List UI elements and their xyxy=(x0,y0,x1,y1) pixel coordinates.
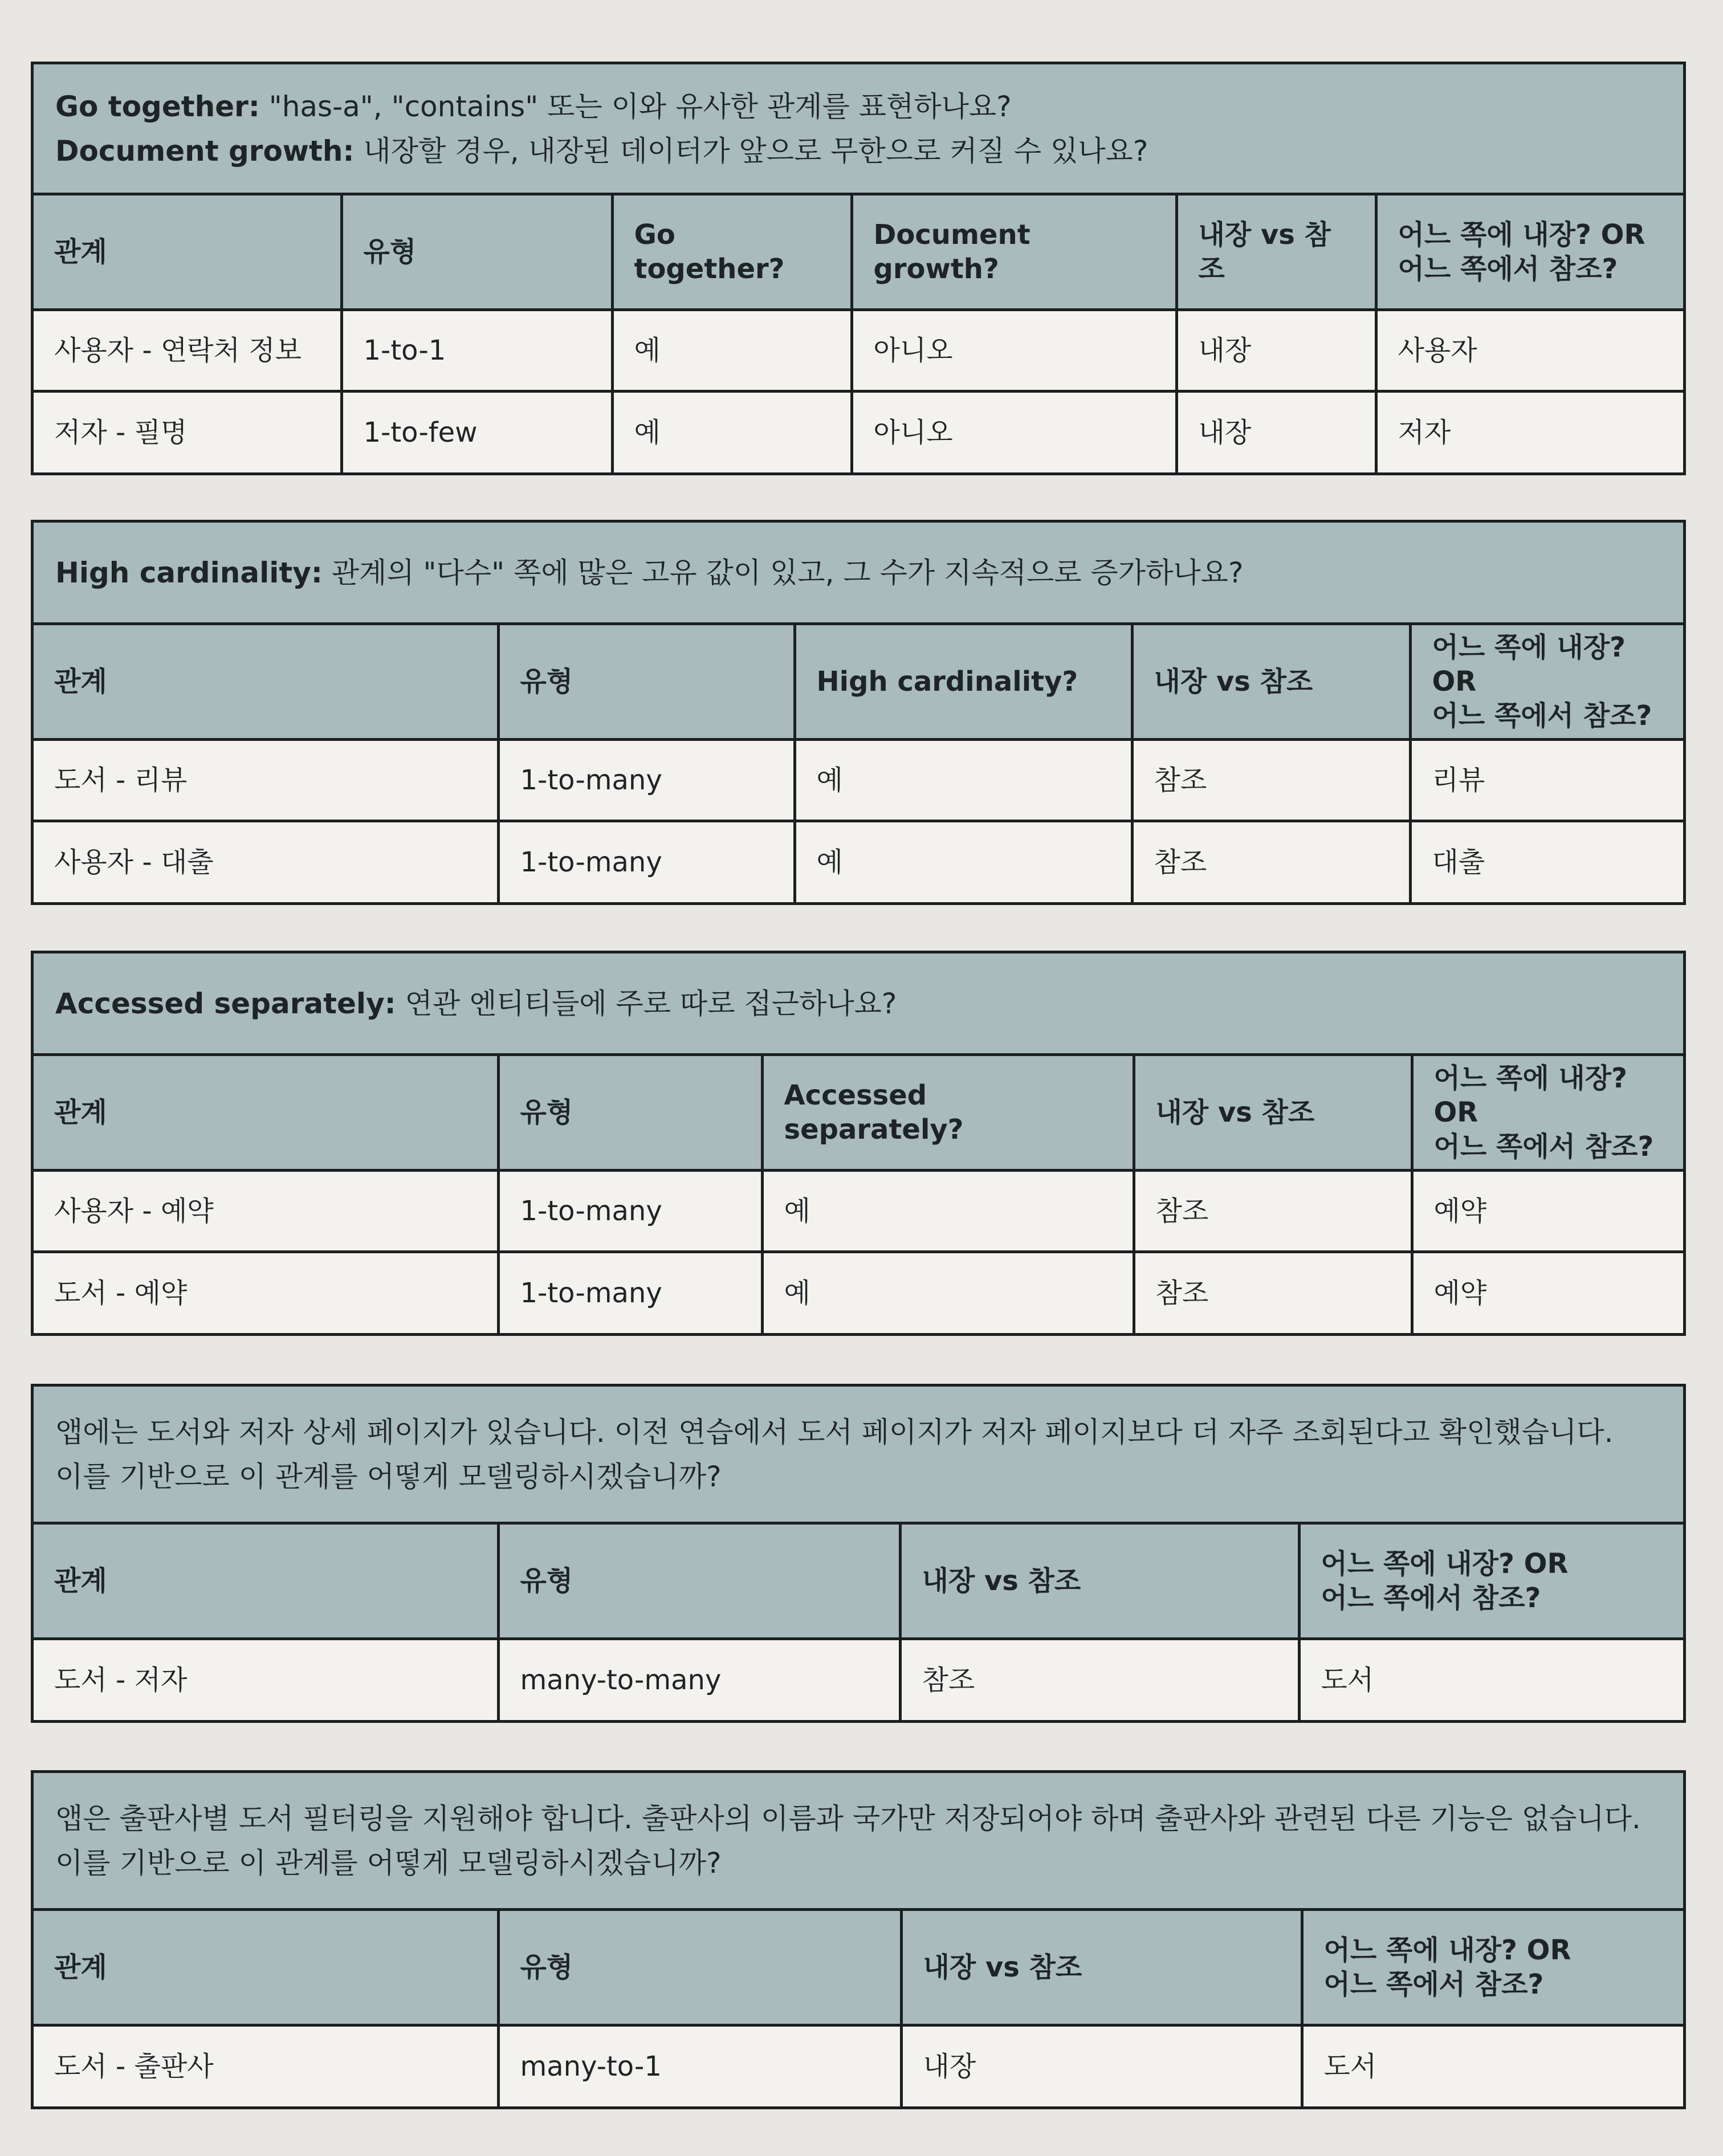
col-accessed-separately: Accessed separately? xyxy=(762,1056,1134,1170)
header-row xyxy=(34,195,1683,309)
cell-embed-vs-ref: 참조 xyxy=(1132,821,1410,902)
block-header xyxy=(34,953,1683,1056)
block-header xyxy=(34,523,1683,625)
col-relation: 관계 xyxy=(34,625,498,739)
cell-embed-vs-ref: 참조 xyxy=(1132,739,1410,821)
block-header xyxy=(34,1773,1683,1911)
accessed-separately-table-block xyxy=(31,951,1686,1336)
cell-which-side: 예약 xyxy=(1412,1170,1683,1252)
cell-type: 1-to-few xyxy=(341,391,612,472)
table-row xyxy=(34,1252,1683,1333)
header-row xyxy=(34,1911,1683,2025)
high-cardinality-table-block xyxy=(31,520,1686,905)
cell-relation: 저자 - 필명 xyxy=(34,391,341,472)
col-type: 유형 xyxy=(498,1056,762,1170)
col-relation: 관계 xyxy=(34,1056,498,1170)
cell-type: 1-to-1 xyxy=(341,309,612,391)
relationship-table xyxy=(34,1525,1683,1720)
cell-which-side: 도서 xyxy=(1299,1639,1683,1720)
col-embed-vs-ref: 내장 vs 참조 xyxy=(1132,625,1410,739)
cell-embed-vs-ref: 내장 xyxy=(1176,309,1376,391)
cell-relation: 도서 - 출판사 xyxy=(34,2025,498,2106)
col-which-side: 어느 쪽에 내장? OR 어느 쪽에서 참조? xyxy=(1376,195,1683,309)
cell-relation: 도서 - 저자 xyxy=(34,1639,498,1720)
col-embed-vs-ref: 내장 vs 참조 xyxy=(901,1911,1302,2025)
cell-high-cardinality: 예 xyxy=(795,821,1132,902)
go-together-table-block xyxy=(31,62,1686,475)
header-line: Document growth: 내장할 경우, 내장된 데이터가 앞으로 무한으로 커질 수 있나요? xyxy=(55,134,1148,168)
header-line: 앱은 출판사별 도서 필터링을 지원해야 합니다. 출판사의 이름과 국가만 저장되어야 하며 출판사와 관련된 다른 기능은 없습니다. xyxy=(55,1802,1641,1835)
header-line: 이를 기반으로 이 관계를 어떻게 모델링하시겠습니까? xyxy=(55,1846,722,1880)
header-line: 앱에는 도서와 저자 상세 페이지가 있습니다. 이전 연습에서 도서 페이지가 저자 페이지보다 더 자주 조회된다고 확인했습니다. xyxy=(55,1415,1614,1449)
cell-relation: 사용자 - 예약 xyxy=(34,1170,498,1252)
col-which-side: 어느 쪽에 내장? OR 어느 쪽에서 참조? xyxy=(1302,1911,1683,2025)
cell-go-together: 예 xyxy=(612,391,852,472)
cell-relation: 도서 - 리뷰 xyxy=(34,739,498,821)
cell-embed-vs-ref: 내장 xyxy=(1176,391,1376,472)
cell-type: many-to-many xyxy=(498,1639,900,1720)
header-line: Accessed separately: 연관 엔티티들에 주로 따로 접근하나요? xyxy=(55,987,897,1020)
col-embed-vs-ref: 내장 vs 참조 xyxy=(900,1525,1299,1639)
block-header xyxy=(34,1387,1683,1525)
col-type: 유형 xyxy=(498,625,795,739)
relationship-table xyxy=(34,195,1683,472)
col-embed-vs-ref: 내장 vs 참조 xyxy=(1134,1056,1412,1170)
book-publisher-table-block xyxy=(31,1770,1686,2109)
block-header xyxy=(34,64,1683,195)
header-line: 이를 기반으로 이 관계를 어떻게 모델링하시겠습니까? xyxy=(55,1460,722,1493)
cell-which-side: 저자 xyxy=(1376,391,1683,472)
col-relation: 관계 xyxy=(34,1525,498,1639)
cell-accessed-separately: 예 xyxy=(762,1252,1134,1333)
col-relation: 관계 xyxy=(34,1911,498,2025)
col-type: 유형 xyxy=(341,195,612,309)
cell-embed-vs-ref: 참조 xyxy=(1134,1170,1412,1252)
cell-which-side: 리뷰 xyxy=(1410,739,1683,821)
header-line: Go together: "has-a", "contains" 또는 이와 유사한 관계를 표현하나요? xyxy=(55,89,1012,123)
table-row xyxy=(34,1170,1683,1252)
relationship-table xyxy=(34,1911,1683,2106)
table-row xyxy=(34,309,1683,391)
col-which-side: 어느 쪽에 내장? OR 어느 쪽에서 참조? xyxy=(1299,1525,1683,1639)
col-embed-vs-ref: 내장 vs 참조 xyxy=(1176,195,1376,309)
col-which-side: 어느 쪽에 내장? OR 어느 쪽에서 참조? xyxy=(1412,1056,1683,1170)
relationship-table xyxy=(34,1056,1683,1333)
cell-which-side: 대출 xyxy=(1410,821,1683,902)
cell-accessed-separately: 예 xyxy=(762,1170,1134,1252)
cell-type: 1-to-many xyxy=(498,1252,762,1333)
book-author-table-block xyxy=(31,1384,1686,1723)
header-row xyxy=(34,1525,1683,1639)
col-go-together: Go together? xyxy=(612,195,852,309)
cell-document-growth: 아니오 xyxy=(852,391,1176,472)
table-row xyxy=(34,2025,1683,2106)
cell-high-cardinality: 예 xyxy=(795,739,1132,821)
col-high-cardinality: High cardinality? xyxy=(795,625,1132,739)
col-type: 유형 xyxy=(498,1911,901,2025)
cell-embed-vs-ref: 내장 xyxy=(901,2025,1302,2106)
table-row xyxy=(34,391,1683,472)
table-row xyxy=(34,1639,1683,1720)
col-which-side: 어느 쪽에 내장? OR 어느 쪽에서 참조? xyxy=(1410,625,1683,739)
col-type: 유형 xyxy=(498,1525,900,1639)
col-document-growth: Document growth? xyxy=(852,195,1176,309)
table-row xyxy=(34,821,1683,902)
cell-type: 1-to-many xyxy=(498,1170,762,1252)
header-row xyxy=(34,625,1683,739)
cell-type: 1-to-many xyxy=(498,821,795,902)
cell-which-side: 사용자 xyxy=(1376,309,1683,391)
table-row xyxy=(34,739,1683,821)
cell-type: many-to-1 xyxy=(498,2025,901,2106)
col-relation: 관계 xyxy=(34,195,341,309)
header-line: High cardinality: 관계의 "다수" 쪽에 많은 고유 값이 있고, 그 수가 지속적으로 증가하나요? xyxy=(55,556,1244,589)
header-row xyxy=(34,1056,1683,1170)
cell-go-together: 예 xyxy=(612,309,852,391)
cell-which-side: 도서 xyxy=(1302,2025,1683,2106)
relationship-table xyxy=(34,625,1683,902)
cell-embed-vs-ref: 참조 xyxy=(900,1639,1299,1720)
cell-relation: 사용자 - 대출 xyxy=(34,821,498,902)
cell-which-side: 예약 xyxy=(1412,1252,1683,1333)
cell-document-growth: 아니오 xyxy=(852,309,1176,391)
cell-embed-vs-ref: 참조 xyxy=(1134,1252,1412,1333)
cell-type: 1-to-many xyxy=(498,739,795,821)
cell-relation: 도서 - 예약 xyxy=(34,1252,498,1333)
cell-relation: 사용자 - 연락처 정보 xyxy=(34,309,341,391)
